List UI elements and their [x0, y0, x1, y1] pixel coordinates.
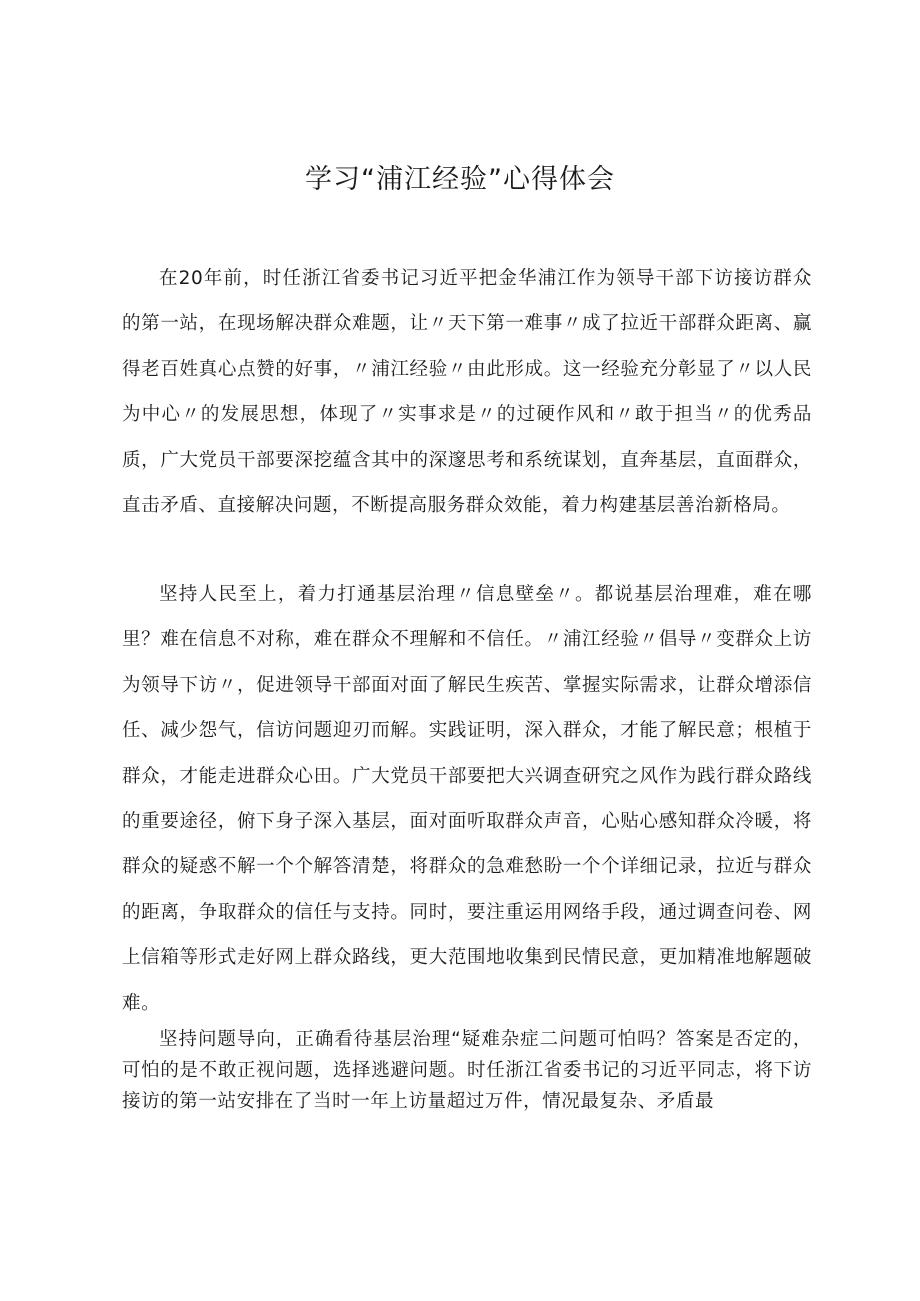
document-title: 学习“浦江经验”心得体会	[305, 164, 615, 195]
paragraph-3: 坚持问题导向，正确看待基层治理“疑难杂症二问题可怕吗？答案是否定的，可怕的是不敢正视问题，选择逃避问题。时任浙江省委书记的习近平同志，将下访接访的第一站安排在了当时一年上访量超过万件，情况最复杂、矛盾最	[122, 1029, 812, 1112]
paragraph-1: 在20年前，时任浙江省委书记习近平把金华浦江作为领导干部下访接访群众的第一站，在现场解决群众难题，让〃天下第一难事〃成了拉近干部群众距离、赢得老百姓真心点赞的好事，〃浦江经验〃由此形成。这一经验充分彰显了〃以人民为中心〃的发展思想，体现了〃实事求是〃的过硬作风和〃敢于担当〃的优秀品质，广大党员干部要深挖蕴含其中的深邃思考和系统谋划，直奔基层，直面群众，直击矛盾、直接解决问题，不断提高服务群众效能，着力构建基层善治新格局。	[122, 268, 812, 517]
paragraph-2: 坚持人民至上，着力打通基层治理〃信息壁垒〃。都说基层治理难，难在哪里？难在信息不对称，难在群众不理解和不信任。〃浦江经验〃倡导〃变群众上访为领导下访〃，促进领导干部面对面了解民生疾苦、掌握实际需求，让群众增添信任、减少怨气，信访问题迎刃而解。实践证明，深入群众，才能了解民意；根植于群众，才能走进群众心田。广大党员干部要把大兴调查研究之风作为践行群众路线的重要途径，俯下身子深入基层，面对面听取群众声音，心贴心感知群众冷暖，将群众的疑惑不解一个个解答清楚，将群众的急难愁盼一个个详细记录，拉近与群众的距离，争取群众的信任与支持。同时，要注重运用网络手段，通过调查问卷、网上信箱等形式走好网上群众路线，更大范围地收集到民情民意，更加精准地解题破难。	[122, 584, 812, 1014]
